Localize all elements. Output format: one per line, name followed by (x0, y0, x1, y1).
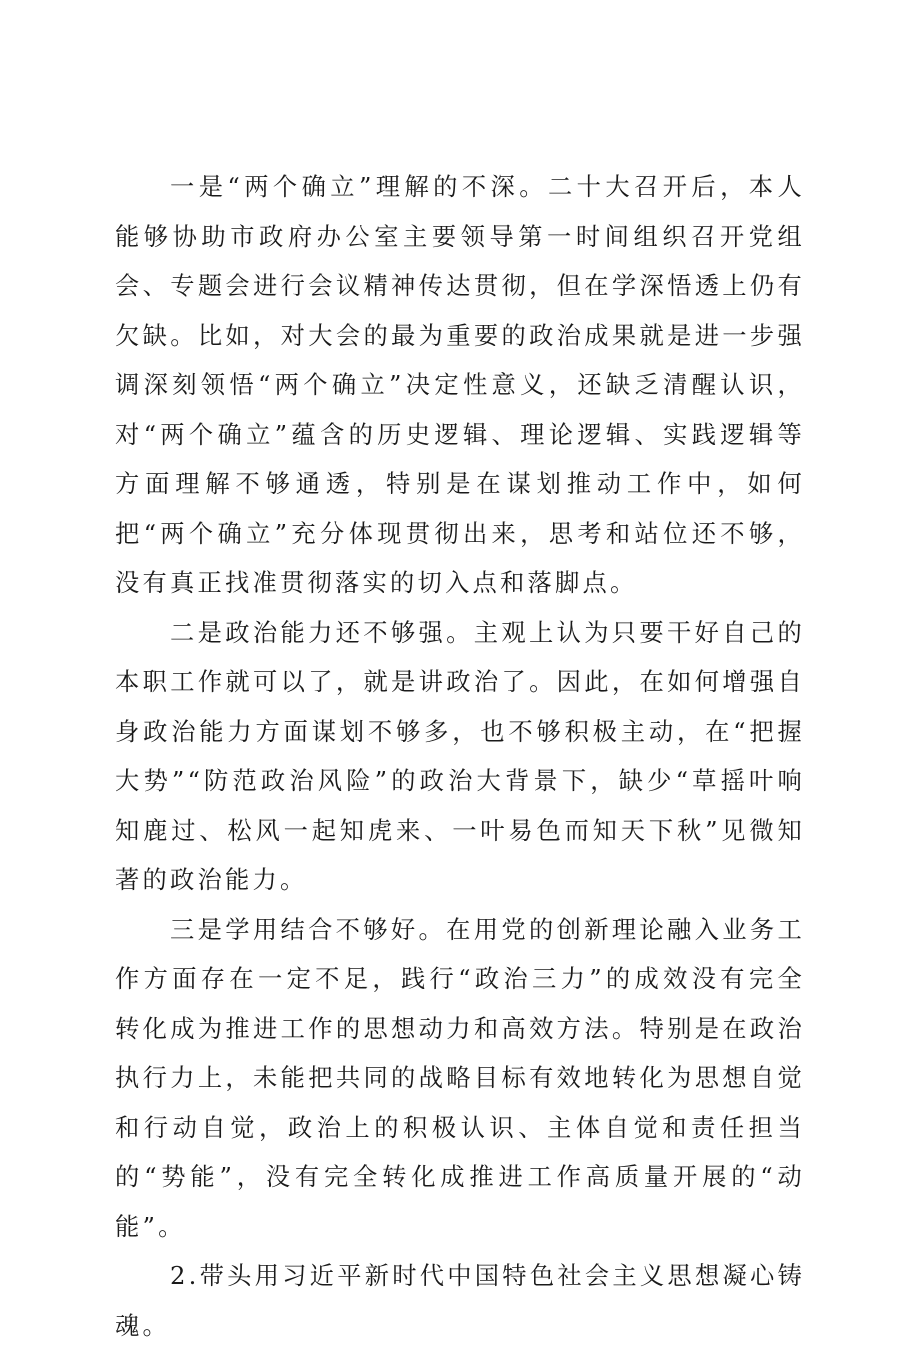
section-heading-2: 2.带头用习近平新时代中国特色社会主义思想凝心铸魂。 (115, 1261, 805, 1340)
paragraph-political-ability: 二是政治能力还不够强。主观上认为只要干好自己的本职工作就可以了，就是讲政治了。因此，在如何增强自身政治能力方面谋划不够多，也不够积极主动，在“把握大势”“防范政治风险”的政治大背景下，缺少“草摇叶响知鹿过、松风一起知虎来、一叶易色而知天下秋”见微知著的政治能力。 (115, 617, 805, 894)
document-body (115, 162, 805, 1350)
paragraph-two-establishments: 一是“两个确立”理解的不深。二十大召开后，本人能够协助市政府办公室主要领导第一时间组织召开党组会、专题会进行会议精神传达贯彻，但在学深悟透上仍有欠缺。比如，对大会的最为重要的政治成果就是进一步强调深刻领悟“两个确立”决定性意义，还缺乏清醒认识，对“两个确立”蕴含的历史逻辑、理论逻辑、实践逻辑等方面理解不够通透，特别是在谋划推动工作中，如何把“两个确立”充分体现贯彻出来，思考和站位还不够，没有真正找准贯彻落实的切入点和落脚点。 (115, 172, 805, 597)
paragraph-learning-application: 三是学用结合不够好。在用党的创新理论融入业务工作方面存在一定不足，践行“政治三力”的成效没有完全转化成为推进工作的思想动力和高效方法。特别是在政治执行力上，未能把共同的战略目标有效地转化为思想自觉和行动自觉，政治上的积极认识、主体自觉和责任担当的“势能”，没有完全转化成推进工作高质量开展的“动能”。 (115, 914, 805, 1241)
